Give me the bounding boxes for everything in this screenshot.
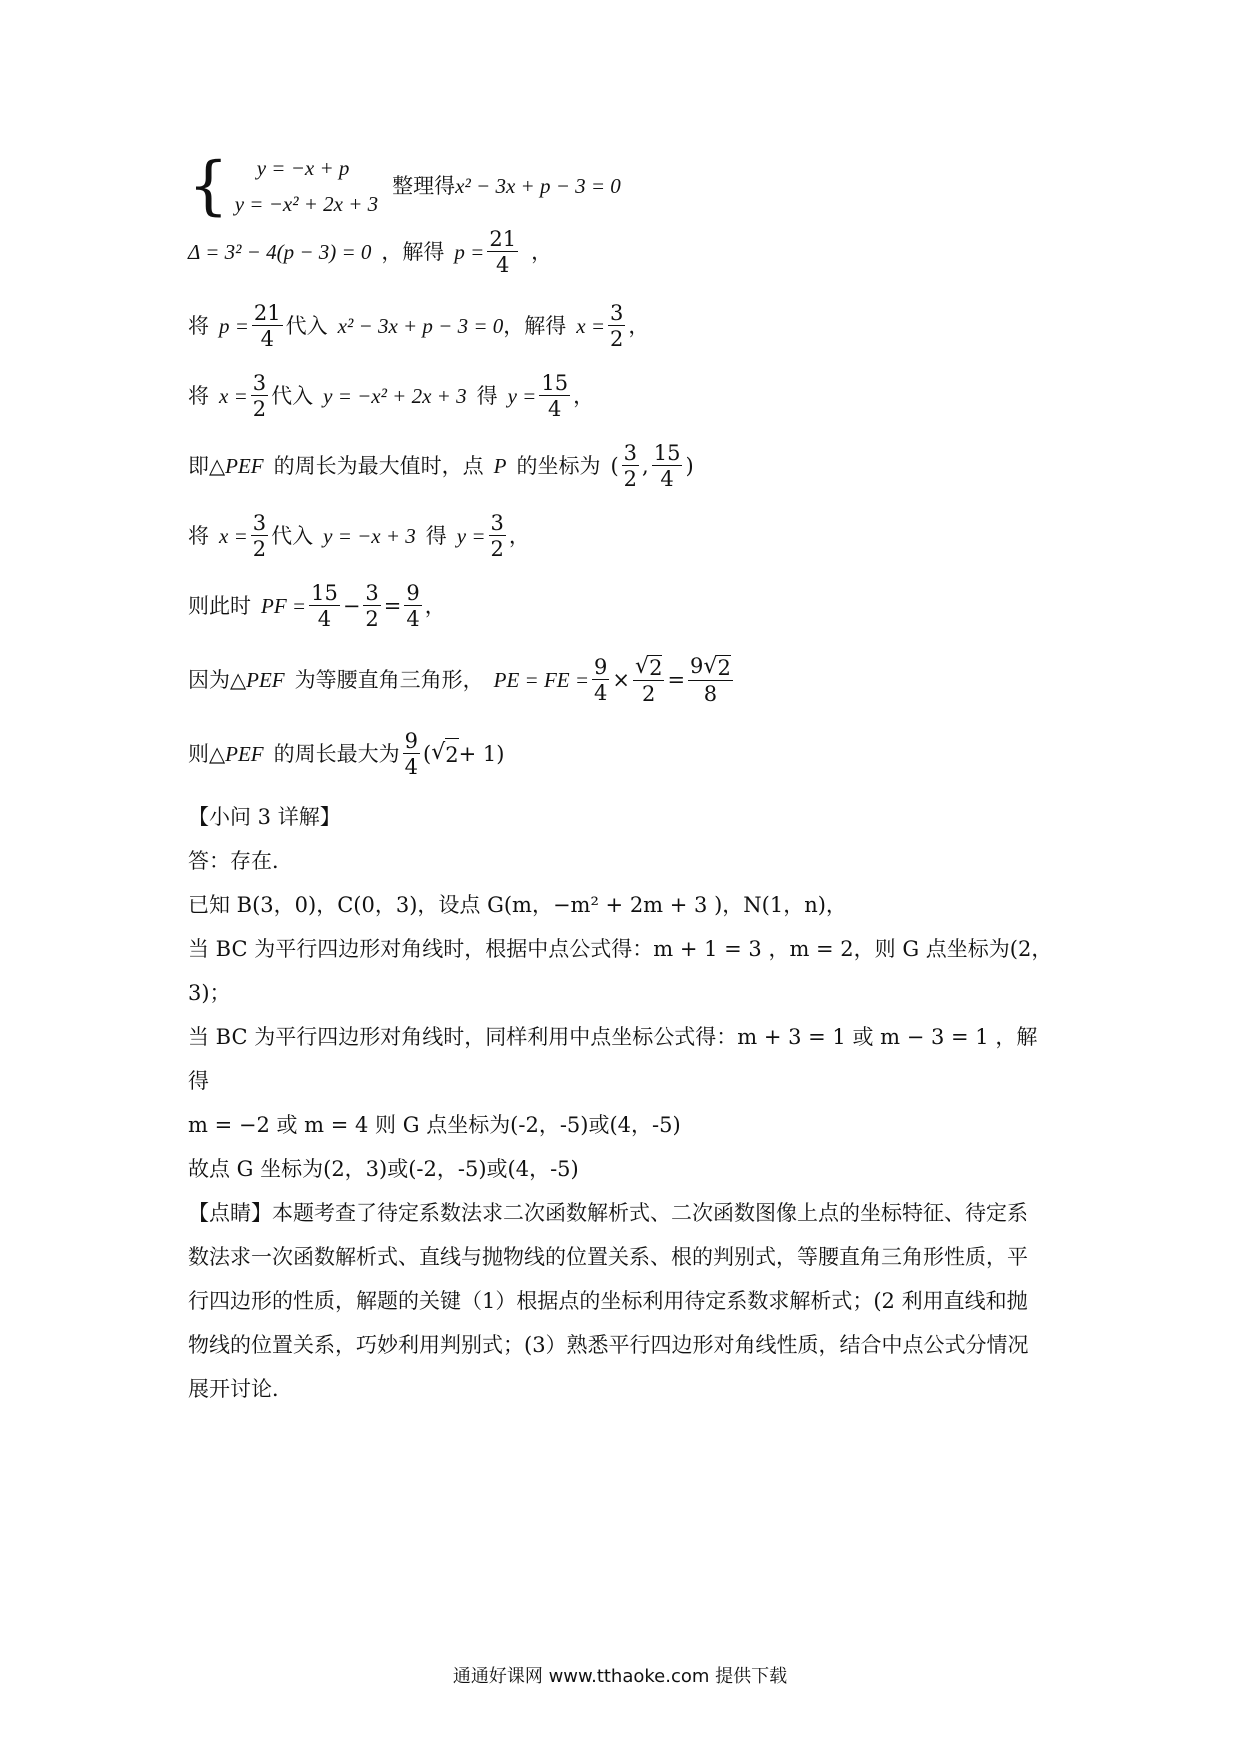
text: 将 xyxy=(188,314,209,339)
sqrt: √ 2 xyxy=(431,738,458,770)
fraction xyxy=(251,372,268,420)
denominator: 4 xyxy=(548,397,562,422)
triangle-name: PEF xyxy=(246,668,285,693)
fraction xyxy=(404,582,421,630)
fraction xyxy=(487,228,518,276)
discriminant-equation: Δ = 3² − 4(p − 3) = 0 xyxy=(188,240,372,265)
p-label: p = xyxy=(454,240,485,265)
numerator: 15 xyxy=(541,371,569,395)
triangle-name: PEF xyxy=(225,454,264,479)
numerator: 9 xyxy=(594,655,608,679)
denominator: 4 xyxy=(404,755,419,780)
paren: ( xyxy=(610,454,619,479)
text: 将 xyxy=(188,524,209,549)
numerator xyxy=(633,655,664,681)
numerator: 3 xyxy=(252,511,267,535)
denominator: 4 xyxy=(406,607,420,632)
text: 将 xyxy=(188,384,209,409)
numerator: 3 xyxy=(623,441,638,465)
equation-2: y = −x² + 2x + 3 xyxy=(234,192,379,216)
comma: , xyxy=(642,454,649,479)
pf-line xyxy=(188,582,446,630)
text: 整理得 xyxy=(392,174,456,198)
denominator: 2 xyxy=(252,537,267,562)
equation: y = −x² + 2x + 3 xyxy=(323,384,467,409)
fraction xyxy=(622,442,639,490)
equation-3: x² − 3x + p − 3 = 0 xyxy=(455,174,621,198)
fraction xyxy=(688,655,733,705)
point-name: P xyxy=(493,454,507,479)
fraction xyxy=(251,512,268,560)
y-label: y = xyxy=(507,384,537,409)
discriminant-line xyxy=(188,228,552,276)
denominator: 2 xyxy=(490,537,504,562)
triangle-name: PEF xyxy=(225,742,264,767)
text: 代入 xyxy=(271,524,314,549)
paren: ( xyxy=(423,742,432,767)
paragraph-line: 已知 B(3，0)，C(0，3)，设点 G(m，−m² + 2m + 3 )，N(1，n)， xyxy=(188,893,847,917)
fraction xyxy=(489,512,506,560)
numerator xyxy=(688,655,733,681)
text: 的周长为最大值时，点 xyxy=(273,454,484,479)
numerator: 15 xyxy=(653,441,681,465)
sqrt: √ 2 xyxy=(703,654,731,680)
denominator: 4 xyxy=(260,327,274,352)
operator: × xyxy=(612,668,631,693)
equation-1: y = −x + p xyxy=(256,156,350,180)
sqrt: √ 2 xyxy=(635,654,663,680)
text: 则△ xyxy=(188,742,226,767)
paragraph-line: m = −2 或 m = 4 则 G 点坐标为(-2，-5)或(4，-5) xyxy=(188,1113,681,1137)
pe-fe-label: PE = FE = xyxy=(493,668,590,693)
numerator: 3 xyxy=(252,371,267,395)
numerator: 3 xyxy=(490,511,504,535)
denominator: 4 xyxy=(660,467,674,492)
text: ， xyxy=(424,594,446,619)
numerator: 3 xyxy=(365,581,379,605)
substitute-line-eq xyxy=(188,512,530,560)
text: ， xyxy=(628,314,650,339)
substitute-p-line xyxy=(188,302,649,350)
paragraph-line: 当 BC 为平行四边形对角线时，同样利用中点坐标公式得：m + 3 = 1 或 m − 3 = 1 ，解得 xyxy=(188,1025,1038,1093)
isosceles-line xyxy=(188,655,736,705)
paragraph-line: 行四边形的性质，解题的关键（1）根据点的坐标利用待定系数求解析式；(2 利用直线和抛 xyxy=(188,1289,1028,1313)
paragraph-line: 数法求一次函数解析式、直线与抛物线的位置关系、根的判别式，等腰直角三角形性质，平 xyxy=(188,1245,1028,1269)
denominator: 4 xyxy=(496,253,510,278)
fraction xyxy=(403,730,420,778)
fraction xyxy=(539,372,570,420)
denominator: 2 xyxy=(623,467,638,492)
equation: x² − 3x + p − 3 = 0 xyxy=(337,314,504,339)
numerator: 21 xyxy=(489,227,517,251)
paragraph-line: 答：存在． xyxy=(188,849,293,873)
x-label: x = xyxy=(219,524,248,549)
text: ， xyxy=(531,240,553,265)
fraction xyxy=(652,442,683,490)
denominator: 2 xyxy=(610,327,624,352)
paragraph-line: 3)； xyxy=(188,981,231,1005)
text: 代入 xyxy=(271,384,314,409)
text: 即△ xyxy=(188,454,226,479)
numerator: 3 xyxy=(610,301,624,325)
text: 得 xyxy=(425,524,447,549)
fraction xyxy=(252,302,283,350)
y-label: y = xyxy=(456,524,486,549)
max-perimeter-line xyxy=(188,730,504,778)
text: ，解得 xyxy=(381,240,445,265)
operator: = xyxy=(667,668,686,693)
p-label: p = xyxy=(219,314,249,339)
operator: − xyxy=(342,594,361,619)
radicand: 2 xyxy=(445,738,458,770)
x-label: x = xyxy=(219,384,248,409)
left-brace: { xyxy=(188,149,229,223)
denominator: 4 xyxy=(317,607,332,632)
text: 的周长最大为 xyxy=(273,742,400,767)
equation-system-line xyxy=(188,150,621,222)
paragraph-line: 物线的位置关系，巧妙利用判别式；(3）熟悉平行四边形对角线性质，结合中点公式分情况 xyxy=(188,1333,1029,1357)
substitute-x-line xyxy=(188,372,594,420)
text: 的坐标为 xyxy=(516,454,601,479)
text: 则此时 xyxy=(188,594,251,619)
denominator: 2 xyxy=(252,397,267,422)
solution-paragraph xyxy=(188,795,1058,1411)
numerator: 9 xyxy=(404,729,419,753)
text: 代入 xyxy=(285,314,328,339)
text: 为等腰直角三角形， xyxy=(294,668,484,693)
radicand: 2 xyxy=(649,656,663,680)
denominator: 8 xyxy=(703,682,718,707)
pf-label: PF = xyxy=(261,594,307,619)
paragraph-line: 【点睛】本题考查了待定系数法求二次函数解析式、二次函数图像上点的坐标特征、待定系 xyxy=(188,1201,1028,1225)
paren: ) xyxy=(685,454,694,479)
fraction xyxy=(309,582,340,630)
denominator: 4 xyxy=(594,681,608,706)
operator: = xyxy=(383,594,402,619)
numerator: 21 xyxy=(253,301,281,325)
numerator: 9 xyxy=(406,581,420,605)
paragraph-line: 展开讨论． xyxy=(188,1377,293,1401)
text: ，解得 xyxy=(503,314,567,339)
paragraph-line: 故点 G 坐标为(2，3)或(-2，-5)或(4，-5) xyxy=(188,1157,579,1181)
text: 得 xyxy=(476,384,498,409)
denominator: 2 xyxy=(642,682,656,707)
x-label: x = xyxy=(576,314,606,339)
fraction xyxy=(592,656,609,704)
equation: y = −x + 3 xyxy=(323,524,416,549)
page-footer: 通通好课网 www.tthaoke.com 提供下载 xyxy=(452,1666,788,1687)
text: ， xyxy=(573,384,595,409)
fraction xyxy=(608,302,625,350)
numerator: 15 xyxy=(311,581,338,605)
fraction xyxy=(633,655,664,705)
coefficient: 9 xyxy=(690,654,704,678)
paragraph-line: 当 BC 为平行四边形对角线时，根据中点公式得：m + 1 = 3 ，m = 2，则 G 点坐标为(2， xyxy=(188,937,1053,961)
section-heading: 【小问 3 详解】 xyxy=(188,805,341,829)
text: 因为△ xyxy=(188,668,247,693)
text: ， xyxy=(508,524,530,549)
equation-system xyxy=(235,150,378,222)
text: + 1) xyxy=(458,742,505,767)
denominator: 2 xyxy=(365,607,379,632)
point-p-line xyxy=(188,442,694,490)
radicand: 2 xyxy=(717,656,731,680)
fraction xyxy=(363,582,380,630)
